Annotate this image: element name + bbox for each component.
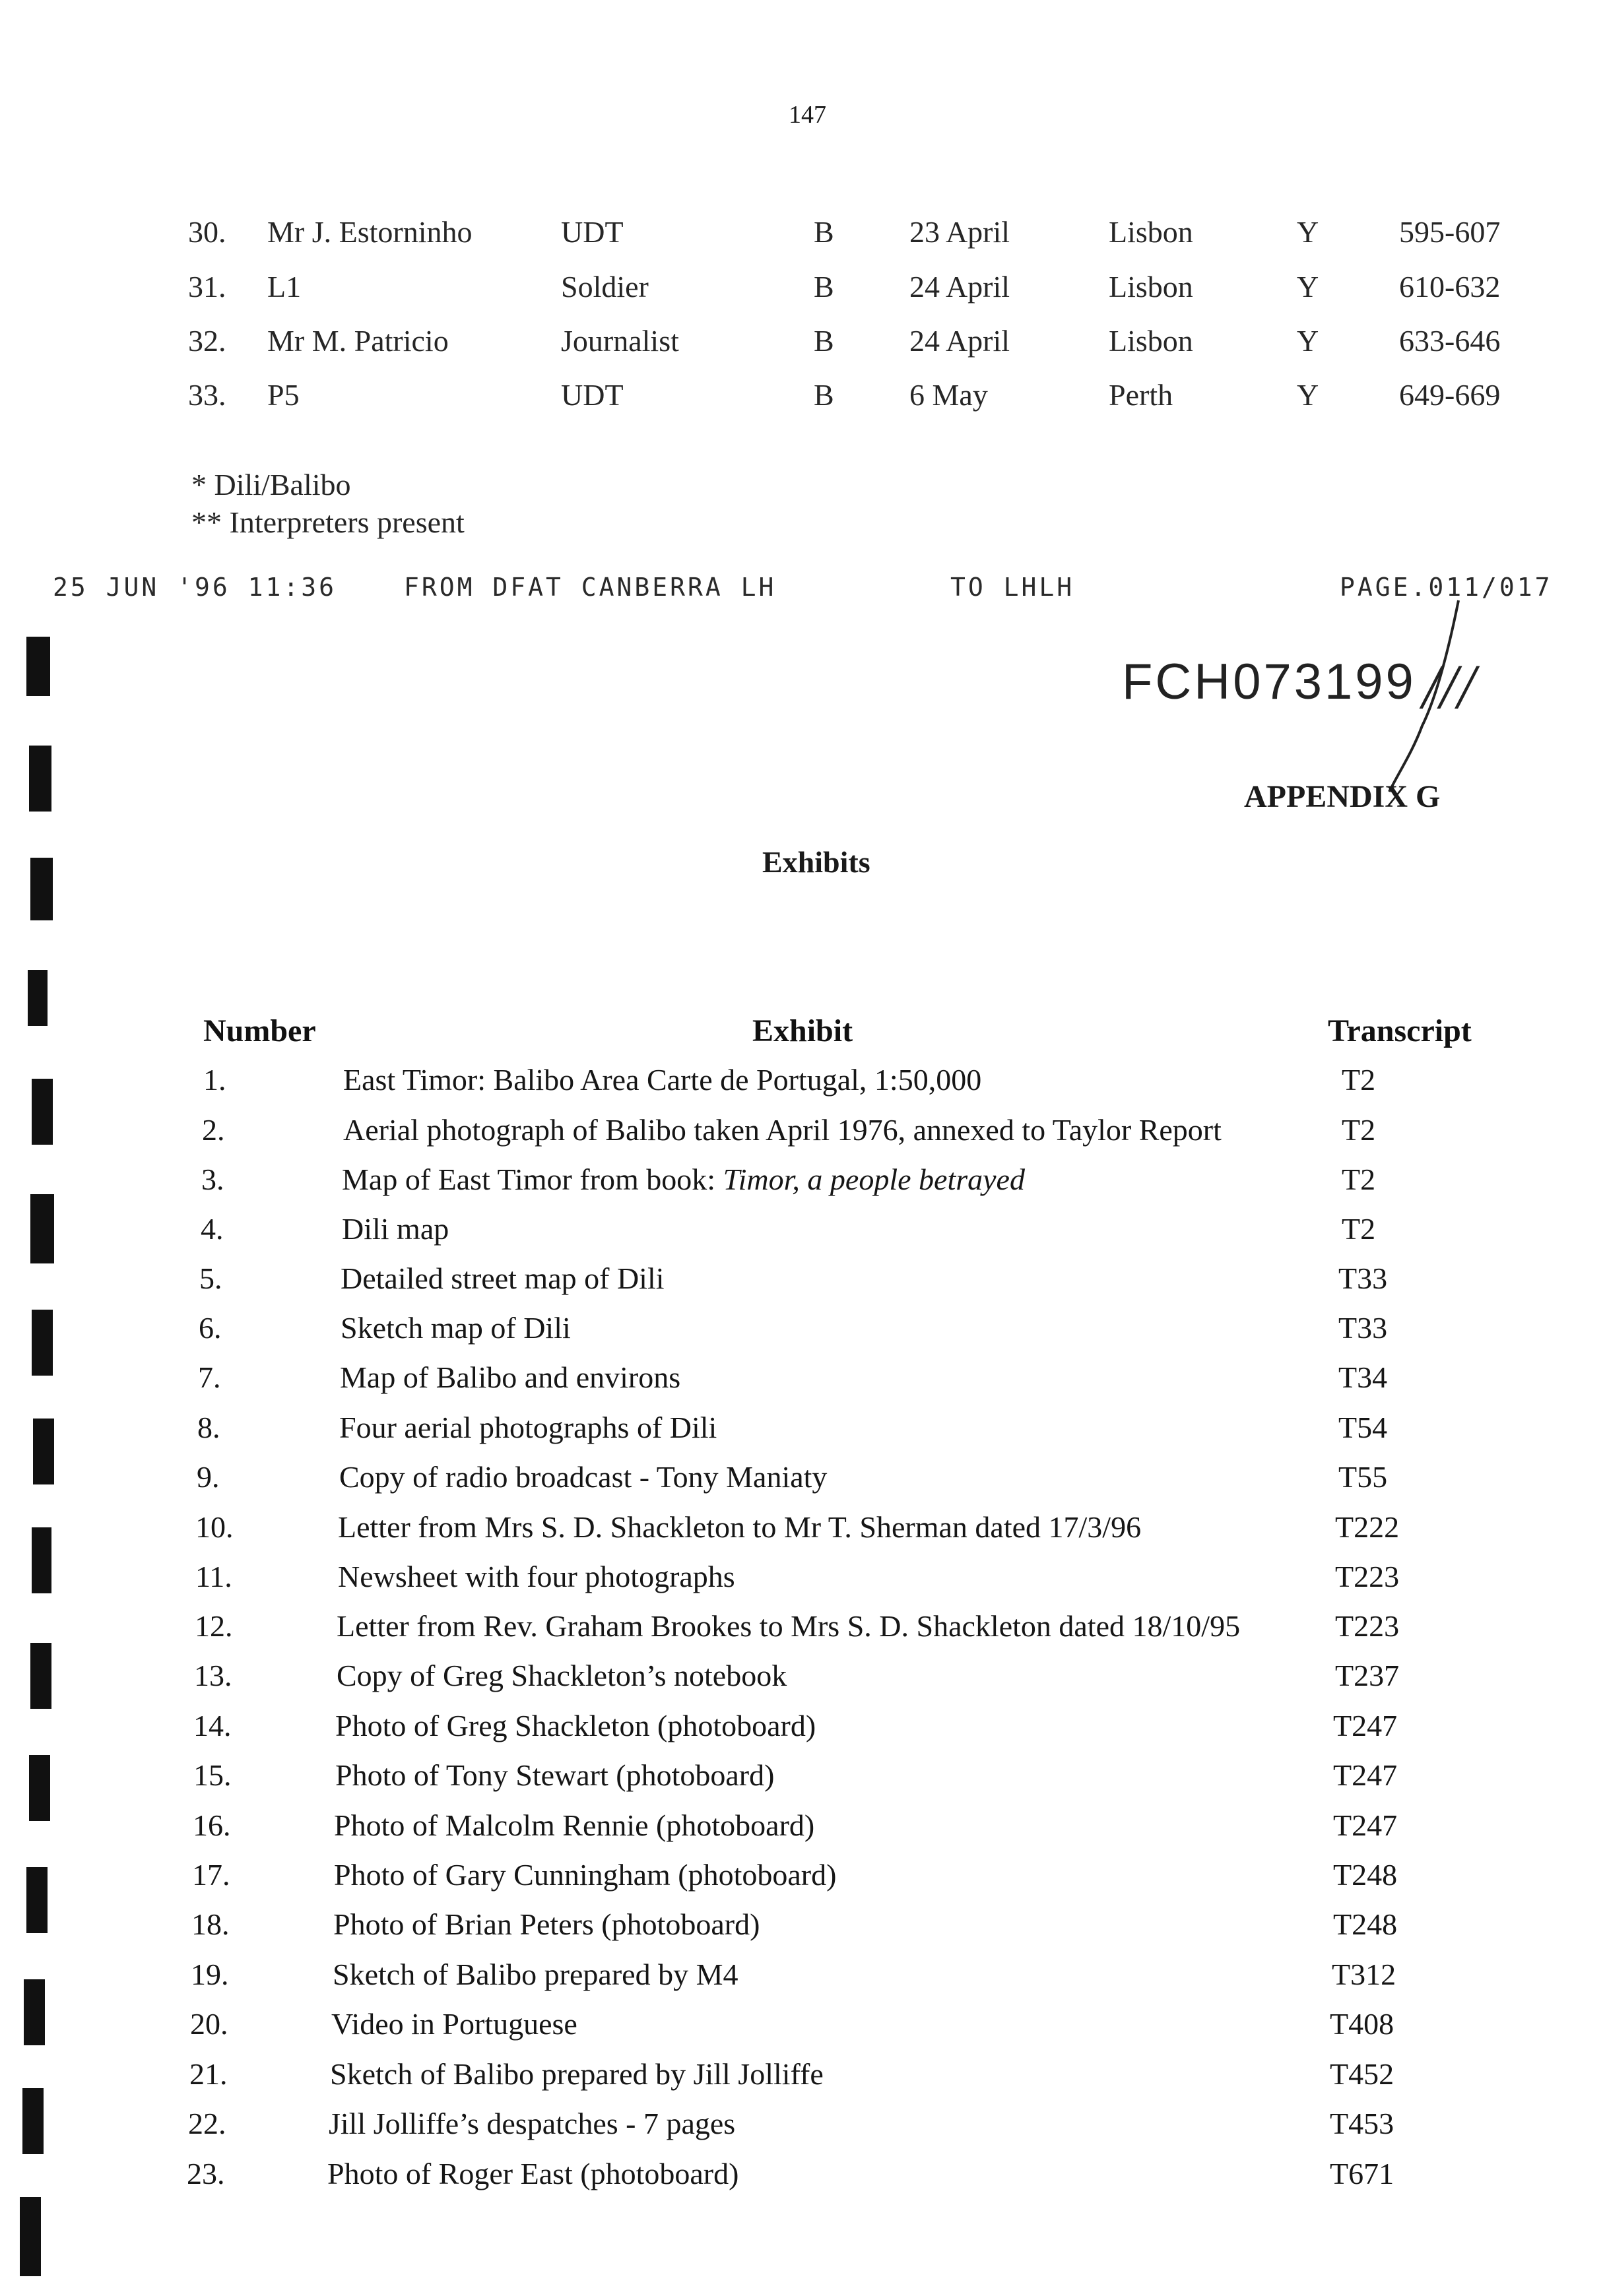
- witness-number: 32.: [188, 324, 226, 358]
- exhibit-description: Jill Jolliffe’s despatches - 7 pages: [329, 2107, 736, 2140]
- witness-role: UDT: [561, 378, 624, 412]
- witness-code: B: [814, 270, 834, 303]
- witness-role: UDT: [561, 215, 624, 249]
- column-header-exhibit: Exhibit: [752, 1013, 853, 1048]
- witness-flag: Y: [1297, 378, 1319, 412]
- exhibit-number: 16.: [193, 1808, 231, 1842]
- exhibit-description: Video in Portuguese: [331, 2007, 577, 2041]
- fax-page: PAGE.011/017: [1340, 573, 1553, 602]
- exhibit-description: Photo of Brian Peters (photoboard): [333, 1907, 760, 1941]
- witness-number: 33.: [188, 378, 226, 412]
- exhibit-description: Dili map: [342, 1212, 449, 1246]
- table-row: [0, 1062, 1605, 1102]
- exhibit-transcript: T312: [1332, 1958, 1396, 1991]
- exhibit-transcript: T452: [1330, 2057, 1394, 2091]
- binding-mark: [20, 2197, 41, 2276]
- exhibit-transcript: T54: [1338, 1411, 1388, 1444]
- binding-mark: [29, 746, 51, 812]
- exhibit-number: 18.: [191, 1907, 230, 1941]
- exhibit-number: 12.: [195, 1609, 233, 1643]
- exhibit-number: 7.: [198, 1360, 221, 1394]
- binding-mark: [26, 637, 50, 696]
- exhibit-description: Photo of Tony Stewart (photoboard): [335, 1758, 775, 1792]
- witness-name: P5: [267, 378, 300, 412]
- witness-name: L1: [267, 270, 302, 303]
- exhibit-transcript: T248: [1333, 1858, 1398, 1892]
- exhibit-number: 14.: [193, 1709, 232, 1742]
- handwritten-mark: ///: [1422, 651, 1476, 722]
- table-row: [0, 1459, 1605, 1499]
- exhibit-number: 15.: [193, 1758, 232, 1792]
- witness-row: [0, 214, 1605, 254]
- exhibit-description: Sketch of Balibo prepared by M4: [333, 1958, 738, 1991]
- binding-mark: [30, 1194, 54, 1263]
- exhibit-number: 20.: [190, 2007, 228, 2041]
- exhibit-transcript: T247: [1333, 1758, 1398, 1792]
- exhibit-number: 17.: [192, 1858, 230, 1892]
- table-row: [0, 1658, 1605, 1698]
- binding-mark: [32, 1079, 53, 1145]
- witness-place: Lisbon: [1109, 324, 1193, 358]
- witness-code: B: [814, 324, 834, 358]
- exhibit-transcript: T222: [1335, 1510, 1400, 1544]
- exhibit-number: 9.: [197, 1460, 220, 1494]
- exhibit-transcript: T247: [1333, 1808, 1398, 1842]
- exhibit-number: 19.: [191, 1958, 229, 1991]
- fax-from: FROM DFAT CANBERRA LH: [404, 573, 777, 602]
- exhibit-description: [342, 1162, 1025, 1197]
- exhibit-transcript: T2: [1342, 1063, 1376, 1097]
- column-header-transcript: Transcript: [1328, 1013, 1472, 1048]
- binding-mark: [30, 1643, 51, 1709]
- exhibit-description: Photo of Malcolm Rennie (photoboard): [334, 1808, 815, 1842]
- exhibits-title: Exhibits: [762, 845, 870, 879]
- table-row: [0, 1510, 1605, 1549]
- witness-row: [0, 269, 1605, 309]
- witness-pages: 610-632: [1399, 270, 1501, 303]
- witness-place: Lisbon: [1109, 215, 1193, 249]
- witness-role: Soldier: [561, 270, 649, 303]
- witness-code: B: [814, 215, 834, 249]
- exhibit-number: 5.: [199, 1261, 222, 1295]
- table-row: [0, 1112, 1605, 1152]
- table-row: [0, 1758, 1605, 1797]
- exhibit-number: 8.: [197, 1411, 220, 1444]
- table-row: [0, 1808, 1605, 1847]
- exhibit-description: Letter from Rev. Graham Brookes to Mrs S. D. Shackleton dated 18/10/95: [337, 1609, 1241, 1643]
- exhibit-number: 11.: [195, 1560, 232, 1593]
- table-row: [0, 1360, 1605, 1399]
- witness-name: Mr J. Estorninho: [267, 215, 473, 249]
- exhibit-number: 10.: [195, 1510, 234, 1544]
- witness-place: Lisbon: [1109, 270, 1193, 303]
- exhibit-description: Photo of Roger East (photoboard): [327, 2157, 739, 2190]
- binding-mark: [28, 970, 48, 1026]
- exhibit-description: Four aerial photographs of Dili: [339, 1411, 717, 1444]
- exhibit-number: 21.: [189, 2057, 228, 2091]
- exhibit-transcript: T2: [1342, 1212, 1376, 1246]
- exhibit-description: Copy of radio broadcast - Tony Maniaty: [339, 1460, 828, 1494]
- exhibit-description: Photo of Gary Cunningham (photoboard): [334, 1858, 837, 1892]
- exhibit-description-text: Map of East Timor from book:: [342, 1163, 723, 1196]
- exhibit-description: Newsheet with four photographs: [338, 1560, 735, 1593]
- exhibit-transcript: T55: [1338, 1460, 1388, 1494]
- table-row: [0, 2006, 1605, 2046]
- table-row: [0, 2156, 1605, 2196]
- witness-number: 30.: [188, 215, 226, 249]
- exhibit-transcript: T2: [1342, 1163, 1376, 1196]
- binding-mark: [33, 1419, 54, 1484]
- witness-flag: Y: [1297, 270, 1319, 303]
- exhibit-description: Map of Balibo and environs: [340, 1360, 681, 1394]
- binding-mark: [24, 1979, 45, 2045]
- exhibit-transcript: T248: [1333, 1907, 1398, 1941]
- exhibit-transcript: T223: [1335, 1560, 1400, 1593]
- table-row: [0, 1559, 1605, 1599]
- exhibit-description: Aerial photograph of Balibo taken April 1976, annexed to Taylor Report: [343, 1113, 1222, 1147]
- document-stamp: FCH073199: [1122, 654, 1416, 710]
- witness-place: Perth: [1109, 378, 1173, 412]
- table-row: [0, 1609, 1605, 1648]
- exhibit-description: Detailed street map of Dili: [341, 1261, 665, 1295]
- fax-datetime: 25 JUN '96 11:36: [53, 573, 337, 602]
- exhibit-description: Letter from Mrs S. D. Shackleton to Mr T. Sherman dated 17/3/96: [338, 1510, 1142, 1544]
- witness-number: 31.: [188, 270, 226, 303]
- witness-date: 24 April: [909, 324, 1010, 358]
- exhibit-transcript: T671: [1330, 2157, 1394, 2190]
- witness-pages: 633-646: [1399, 324, 1501, 358]
- witness-row: [0, 323, 1605, 363]
- exhibit-transcript: T237: [1335, 1659, 1400, 1692]
- column-header-number: Number: [203, 1013, 316, 1048]
- witness-pages: 595-607: [1399, 215, 1501, 249]
- exhibit-number: 1.: [203, 1063, 226, 1097]
- exhibit-number: 22.: [188, 2107, 226, 2140]
- witness-flag: Y: [1297, 215, 1319, 249]
- exhibit-transcript: T247: [1333, 1709, 1398, 1742]
- table-row: [0, 2057, 1605, 2096]
- exhibit-description: East Timor: Balibo Area Carte de Portugal, 1:50,000: [343, 1063, 982, 1097]
- table-row: [0, 1162, 1605, 1201]
- table-row: [0, 1310, 1605, 1350]
- exhibit-number: 4.: [201, 1212, 224, 1246]
- exhibit-number: 2.: [202, 1113, 225, 1147]
- witness-date: 24 April: [909, 270, 1010, 303]
- exhibit-transcript: T223: [1335, 1609, 1400, 1643]
- table-row: [0, 1211, 1605, 1251]
- footnote: ** Interpreters present: [191, 505, 465, 539]
- exhibit-number: 13.: [194, 1659, 232, 1692]
- binding-mark: [32, 1310, 53, 1376]
- witness-date: 6 May: [909, 378, 988, 412]
- exhibit-description: Copy of Greg Shackleton’s notebook: [337, 1659, 787, 1692]
- exhibit-number: 3.: [201, 1163, 224, 1196]
- exhibit-description: Sketch map of Dili: [341, 1311, 571, 1345]
- witness-name: Mr M. Patricio: [267, 324, 449, 358]
- witness-role: Journalist: [561, 324, 679, 358]
- exhibit-transcript: T34: [1338, 1360, 1388, 1394]
- exhibit-transcript: T2: [1342, 1113, 1376, 1147]
- exhibit-transcript: T408: [1330, 2007, 1394, 2041]
- table-row: [0, 2106, 1605, 2146]
- binding-mark: [32, 1527, 51, 1593]
- table-row: [0, 1907, 1605, 1946]
- book-title: Timor, a people betrayed: [723, 1163, 1025, 1196]
- binding-mark: [22, 2088, 44, 2154]
- table-row: [0, 1857, 1605, 1897]
- witness-code: B: [814, 378, 834, 412]
- exhibit-description: Sketch of Balibo prepared by Jill Jolliffe: [330, 2057, 824, 2091]
- witness-flag: Y: [1297, 324, 1319, 358]
- fax-to: TO LHLH: [950, 573, 1075, 602]
- witness-row: [0, 377, 1605, 417]
- appendix-label: APPENDIX G: [1244, 779, 1441, 814]
- binding-mark: [26, 1867, 48, 1933]
- exhibit-transcript: T33: [1338, 1311, 1388, 1345]
- footnote: * Dili/Balibo: [191, 468, 351, 501]
- witness-date: 23 April: [909, 215, 1010, 249]
- table-row: [0, 1261, 1605, 1300]
- exhibit-transcript: T33: [1338, 1261, 1388, 1295]
- binding-mark: [29, 1755, 50, 1821]
- exhibit-number: 6.: [199, 1311, 222, 1345]
- binding-mark: [30, 858, 53, 920]
- table-row: [0, 1410, 1605, 1450]
- table-row: [0, 1708, 1605, 1748]
- exhibit-number: 23.: [187, 2157, 225, 2190]
- handwritten-stroke: [1359, 594, 1478, 805]
- page-number: 147: [789, 101, 826, 129]
- witness-pages: 649-669: [1399, 378, 1501, 412]
- table-row: [0, 1957, 1605, 1996]
- exhibit-description: Photo of Greg Shackleton (photoboard): [335, 1709, 816, 1742]
- exhibit-transcript: T453: [1330, 2107, 1394, 2140]
